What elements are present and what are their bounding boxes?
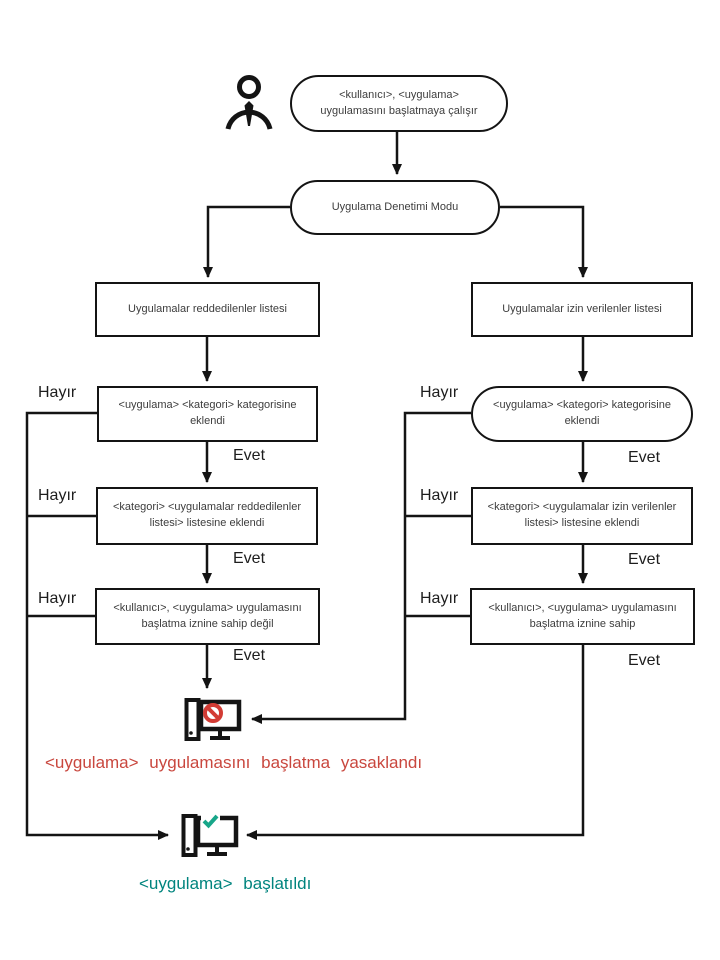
computer-blocked-icon xyxy=(184,696,242,744)
node-allow-permission: <kullanıcı>, <uygulama> uygulamasını başlatma iznine sahip xyxy=(470,588,695,645)
user-icon xyxy=(224,74,274,130)
node-deny-no-permission: <kullanıcı>, <uygulama> uygulamasını başlatma iznine sahip değil xyxy=(95,588,320,645)
label-no: Hayır xyxy=(420,384,459,401)
computer-started-icon xyxy=(181,812,239,860)
label-no: Hayır xyxy=(38,590,77,607)
label-yes: Evet xyxy=(233,550,266,567)
node-denylist: Uygulamalar reddedilenler listesi xyxy=(95,282,320,337)
label-no: Hayır xyxy=(420,590,459,607)
label-yes: Evet xyxy=(233,647,266,664)
node-user-attempt: <kullanıcı>, <uygulama> uygulamasını başlatmaya çalışır xyxy=(290,75,508,132)
outcome-started-text: <uygulama> başlatıldı xyxy=(139,874,312,893)
label-yes: Evet xyxy=(628,449,661,466)
node-control-mode: Uygulama Denetimi Modu xyxy=(290,180,500,235)
label-yes: Evet xyxy=(628,652,661,669)
node-deny-list-added: <kategori> <uygulamalar reddedilenler listesi> listesine eklendi xyxy=(96,487,318,545)
outcome-blocked-text: <uygulama> uygulamasını başlatma yasaklandı xyxy=(45,753,423,772)
node-allowlist: Uygulamalar izin verilenler listesi xyxy=(471,282,693,337)
node-allow-list-added: <kategori> <uygulamalar izin verilenler listesi> listesine eklendi xyxy=(471,487,693,545)
label-yes: Evet xyxy=(233,447,266,464)
node-deny-category: <uygulama> <kategori> kategorisine eklendi xyxy=(97,386,318,442)
label-no: Hayır xyxy=(38,487,77,504)
node-allow-category: <uygulama> <kategori> kategorisine eklendi xyxy=(471,386,693,442)
label-yes: Evet xyxy=(628,551,661,568)
label-no: Hayır xyxy=(420,487,459,504)
label-no: Hayır xyxy=(38,384,77,401)
